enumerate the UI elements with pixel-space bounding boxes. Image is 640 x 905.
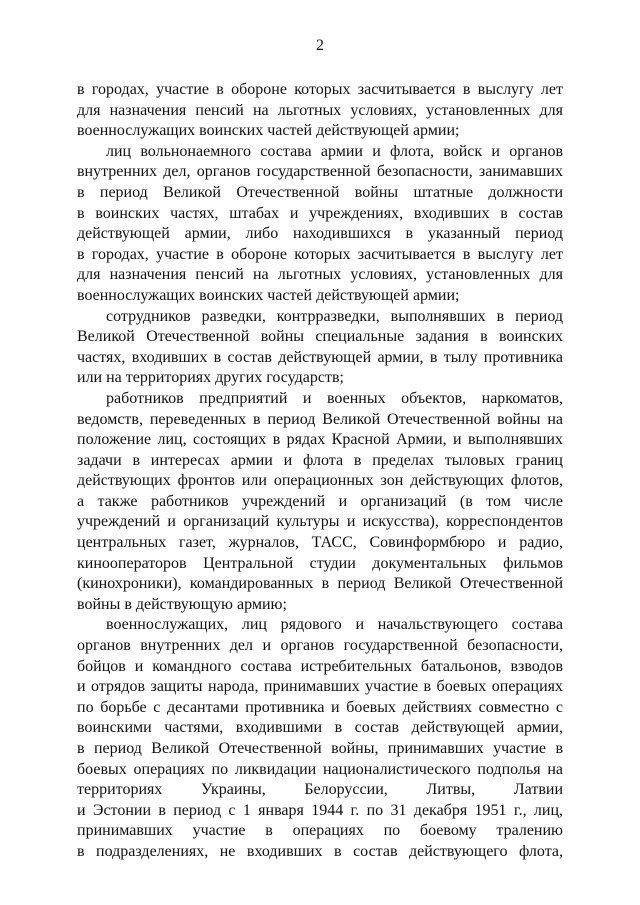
text-line: военнослужащих, лиц рядового и начальствующего состава: [106, 616, 563, 634]
text-line: боевых операциях по ликвидации националистического подполья на: [77, 760, 563, 778]
text-line: или на территориях других государств;: [77, 369, 344, 387]
text-line: и отрядов защиты народа, принимавших участие в боевых операциях: [77, 678, 563, 696]
text-line: органов внутренних дел и органов государственной безопасности,: [77, 637, 563, 655]
paragraph: [77, 80, 563, 142]
text-line: действующей армии, либо находившихся в указанный период: [77, 225, 563, 243]
text-line: кинооператоров Центральной студии документальных фильмов: [77, 554, 563, 572]
text-line: принимавших участие в операциях по боевому тралению: [77, 822, 563, 840]
text-line: для назначения пенсий на льготных условиях, установленных для: [77, 266, 563, 284]
paragraph: [77, 307, 563, 389]
text-line: действующих фронтов или операционных зон действующих флотов,: [77, 472, 563, 490]
text-line: войны в действующую армию;: [77, 595, 287, 613]
text-line: военнослужащих воинских частей действующей армии;: [77, 286, 460, 304]
text-line: в период Великой Отечественной войны штатные должности: [77, 183, 563, 201]
page-number: 2: [316, 37, 324, 54]
text-line: по борьбе с десантами противника и боевых действиях совместно с: [77, 698, 563, 716]
text-line: положение лиц, состоящих в рядах Красной Армии, и выполнявших: [77, 431, 563, 449]
body-text: [77, 80, 563, 863]
text-line: и Эстонии в период с 1 января 1944 г. по 31 декабря 1951 г., лиц,: [77, 801, 563, 819]
text-line: лиц вольнонаемного состава армии и флота, войск и органов: [106, 142, 563, 160]
text-line: частях, входивших в состав действующей армии, в тылу противника: [77, 348, 563, 366]
text-line: военнослужащих воинских частей действующей армии;: [77, 122, 460, 140]
text-line: в городах, участие в обороне которых засчитывается в выслугу лет: [77, 81, 563, 98]
text-line: Великой Отечественной войны специальные задания в воинских: [77, 328, 563, 346]
paragraph: [77, 142, 563, 307]
text-line: учреждений и организаций культуры и искусства), корреспондентов: [77, 513, 563, 531]
text-line: в воинских частях, штабах и учреждениях, входивших в состав: [77, 204, 563, 222]
paragraph: [77, 615, 563, 862]
text-line: внутренних дел, органов государственной безопасности, занимавших: [77, 163, 563, 181]
text-line: бойцов и командного состава истребительных батальонов, взводов: [77, 657, 563, 675]
text-line: территориях Украины, Белоруссии, Литвы, Латвии: [77, 781, 563, 799]
text-line: ведомств, переведенных в период Великой Отечественной войны на: [77, 410, 563, 428]
text-line: для назначения пенсий на льготных условиях, установленных для: [77, 101, 563, 119]
text-line: (кинохроники), командированных в период Великой Отечественной: [77, 575, 563, 593]
text-line: работников предприятий и военных объектов, наркоматов,: [106, 389, 563, 407]
text-line: воинскими частями, входившими в состав действующей армии,: [77, 719, 563, 737]
paragraph: [77, 389, 563, 616]
text-line: центральных газет, журналов, ТАСС, Совинформбюро и радио,: [77, 534, 563, 552]
text-line: а также работников учреждений и организаций (в том числе: [77, 492, 563, 510]
text-line: в подразделениях, не входивших в состав действующего флота,: [77, 842, 563, 860]
text-line: в период Великой Отечественной войны, принимавших участие в: [77, 740, 563, 757]
text-line: задачи в интересах армии и флота в пределах тыловых границ: [77, 451, 563, 469]
text-line: в городах, участие в обороне которых засчитывается в выслугу лет: [77, 245, 563, 263]
text-line: сотрудников разведки, контрразведки, выполнявших в период: [106, 307, 563, 325]
